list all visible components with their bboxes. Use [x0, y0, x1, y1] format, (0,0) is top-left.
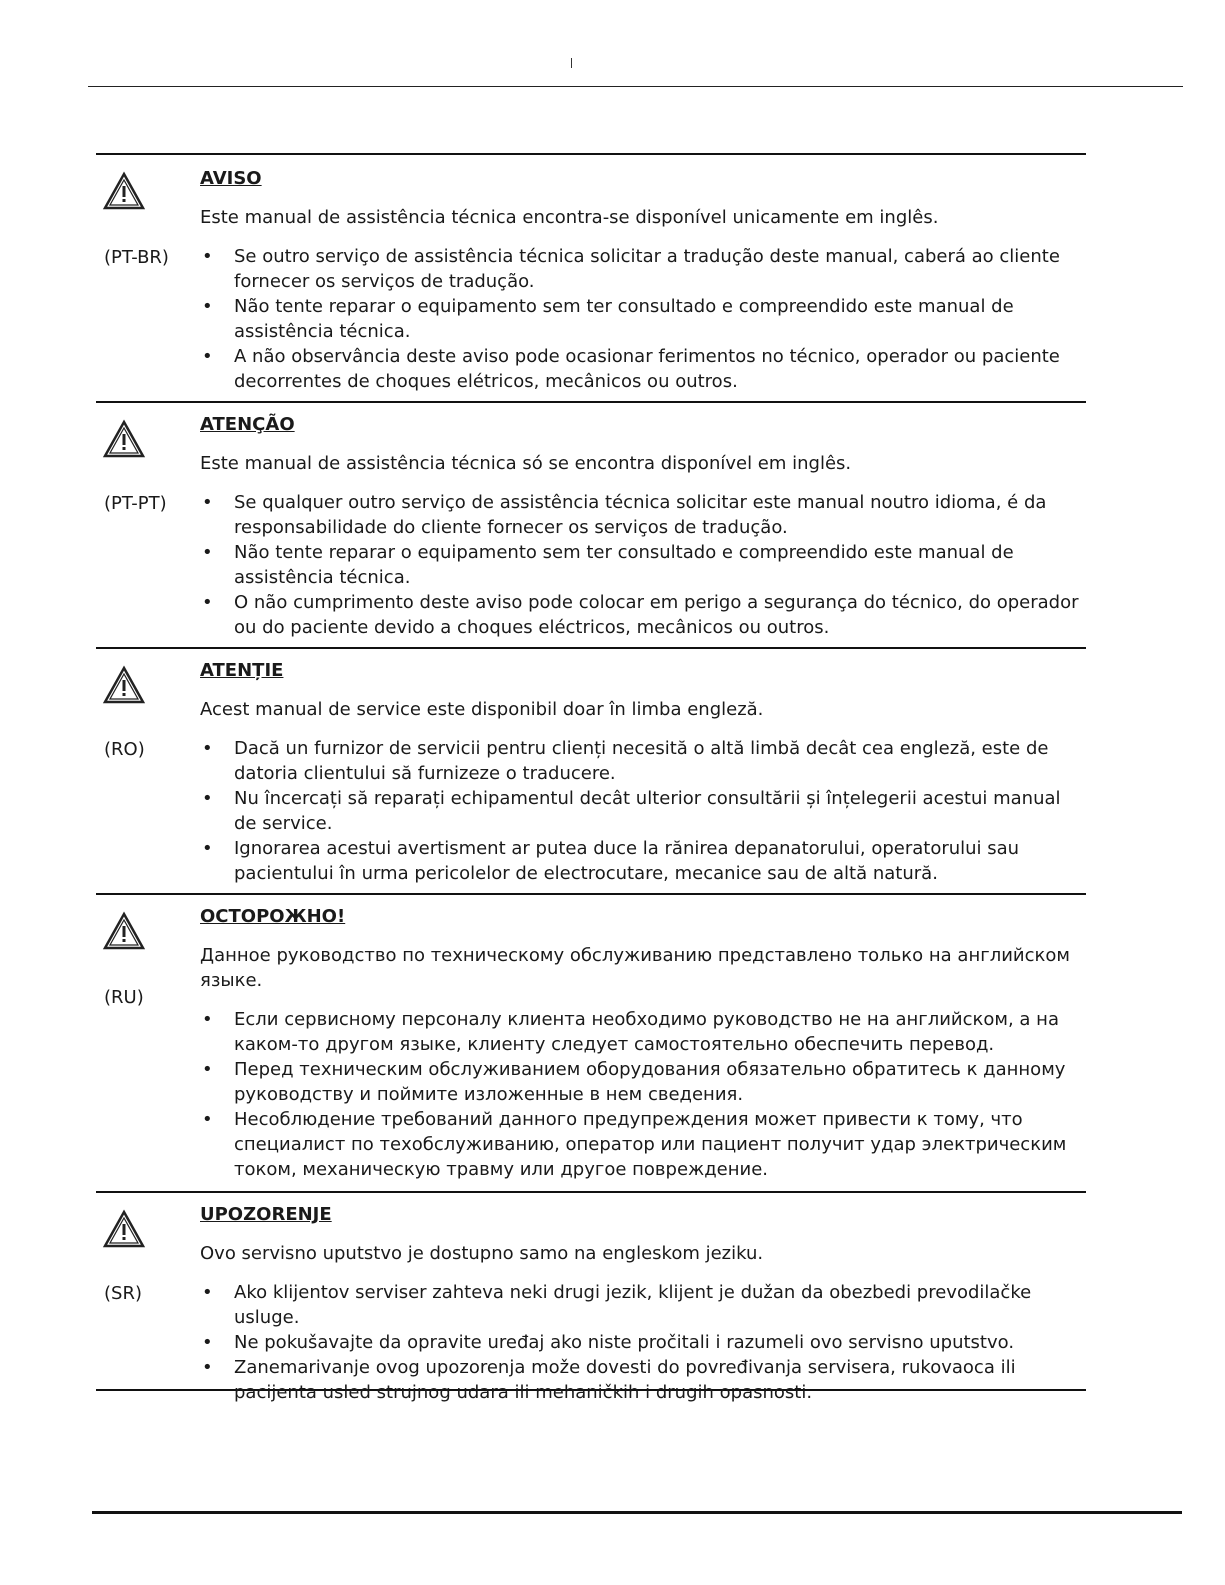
header-rule — [88, 86, 1183, 87]
warning-triangle-icon — [102, 419, 146, 459]
language-code: (RO) — [104, 739, 145, 760]
list-item: • Zanemarivanje ovog upozorenja može dovesti do povređivanja servisera, rukovaoca ili pacijenta usled strujnog udara ili mehaničkih i drugih opasnosti. — [200, 1355, 1086, 1405]
language-code: (SR) — [104, 1283, 142, 1304]
warning-intro: Ovo servisno uputstvo je dostupno samo na engleskom jeziku. — [200, 1243, 764, 1264]
warning-block-sr — [96, 1191, 1086, 1403]
warning-bullets — [200, 490, 1086, 640]
warning-bullets — [200, 736, 1086, 886]
warning-bullets — [200, 1280, 1086, 1405]
warning-intro: Данное руководство по техническому обслуживанию представлено только на английском языке. — [200, 945, 1070, 991]
list-item: • Dacă un furnizor de servicii pentru clienți necesită o altă limbă decât cea engleză, este de datoria clientului să furnizeze o traducere. — [200, 736, 1086, 786]
list-item: • Nu încercați să reparați echipamentul decât ulterior consultării și înțelegerii acestui manual de service. — [200, 786, 1086, 836]
header-tick-mark — [571, 58, 572, 68]
warning-bullets — [200, 1007, 1086, 1182]
warning-triangle-icon — [102, 1209, 146, 1249]
warning-bullets — [200, 244, 1086, 394]
warning-intro: Este manual de assistência técnica só se encontra disponível em inglês. — [200, 453, 852, 474]
language-code: (RU) — [104, 987, 144, 1008]
warning-heading: ATENȚIE — [200, 660, 284, 681]
warning-triangle-icon — [102, 665, 146, 705]
list-item: • Ako klijentov serviser zahteva neki drugi jezik, klijent je dužan da obezbedi prevodilačke usluge. — [200, 1280, 1086, 1330]
warning-heading: ATENÇÃO — [200, 414, 295, 435]
warning-intro: Este manual de assistência técnica encontra-se disponível unicamente em inglês. — [200, 207, 939, 228]
list-item: • Se outro serviço de assistência técnica solicitar a tradução deste manual, caberá ao cliente fornecer os serviços de tradução. — [200, 244, 1086, 294]
warning-triangle-icon — [102, 911, 146, 951]
warning-block-ro — [96, 647, 1086, 893]
list-item: • Несоблюдение требований данного предупреждения может привести к тому, что специалист по техобслуживанию, оператор или пациент получит удар электрическим током, механическую травму или другое повреждение. — [200, 1107, 1086, 1182]
warning-triangle-icon — [102, 171, 146, 211]
list-item: • Não tente reparar o equipamento sem ter consultado e compreendido este manual de assistência técnica. — [200, 540, 1086, 590]
list-item: • Não tente reparar o equipamento sem ter consultado e compreendido este manual de assistência técnica. — [200, 294, 1086, 344]
list-item: • Ne pokušavajte da opravite uređaj ako niste pročitali i razumeli ovo servisno uputstvo. — [200, 1330, 1086, 1355]
warning-heading: ОСТОРОЖНО! — [200, 906, 346, 927]
list-item: • Перед техническим обслуживанием оборудования обязательно обратитесь к данному руководству и поймите изложенные в нем сведения. — [200, 1057, 1086, 1107]
warning-heading: AVISO — [200, 168, 262, 189]
footer-rule — [92, 1511, 1182, 1514]
language-code: (PT-PT) — [104, 493, 167, 514]
warning-block-ru — [96, 893, 1086, 1191]
list-item: • Se qualquer outro serviço de assistência técnica solicitar este manual noutro idioma, é da responsabilidade do cliente fornecer os serviços de tradução. — [200, 490, 1086, 540]
list-item: • O não cumprimento deste aviso pode colocar em perigo a segurança do técnico, do operador ou do paciente devido a choques eléctricos, mecânicos ou outros. — [200, 590, 1086, 640]
warnings-list — [96, 153, 1086, 1403]
warning-intro: Acest manual de service este disponibil doar în limba engleză. — [200, 699, 764, 720]
list-item: • Ignorarea acestui avertisment ar putea duce la rănirea depanatorului, operatorului sau pacientului în urma pericolelor de electrocutare, mecanice sau de altă natură. — [200, 836, 1086, 886]
list-item: • A não observância deste aviso pode ocasionar ferimentos no técnico, operador ou paciente decorrentes de choques elétricos, mecânicos ou outros. — [200, 344, 1086, 394]
language-code: (PT-BR) — [104, 247, 169, 268]
warning-heading: UPOZORENJE — [200, 1204, 332, 1225]
list-item: • Если сервисному персоналу клиента необходимо руководство не на английском, а на каком-то другом языке, клиенту следует самостоятельно обеспечить перевод. — [200, 1007, 1086, 1057]
warning-block-pt-pt — [96, 401, 1086, 647]
warning-block-pt-br — [96, 153, 1086, 401]
